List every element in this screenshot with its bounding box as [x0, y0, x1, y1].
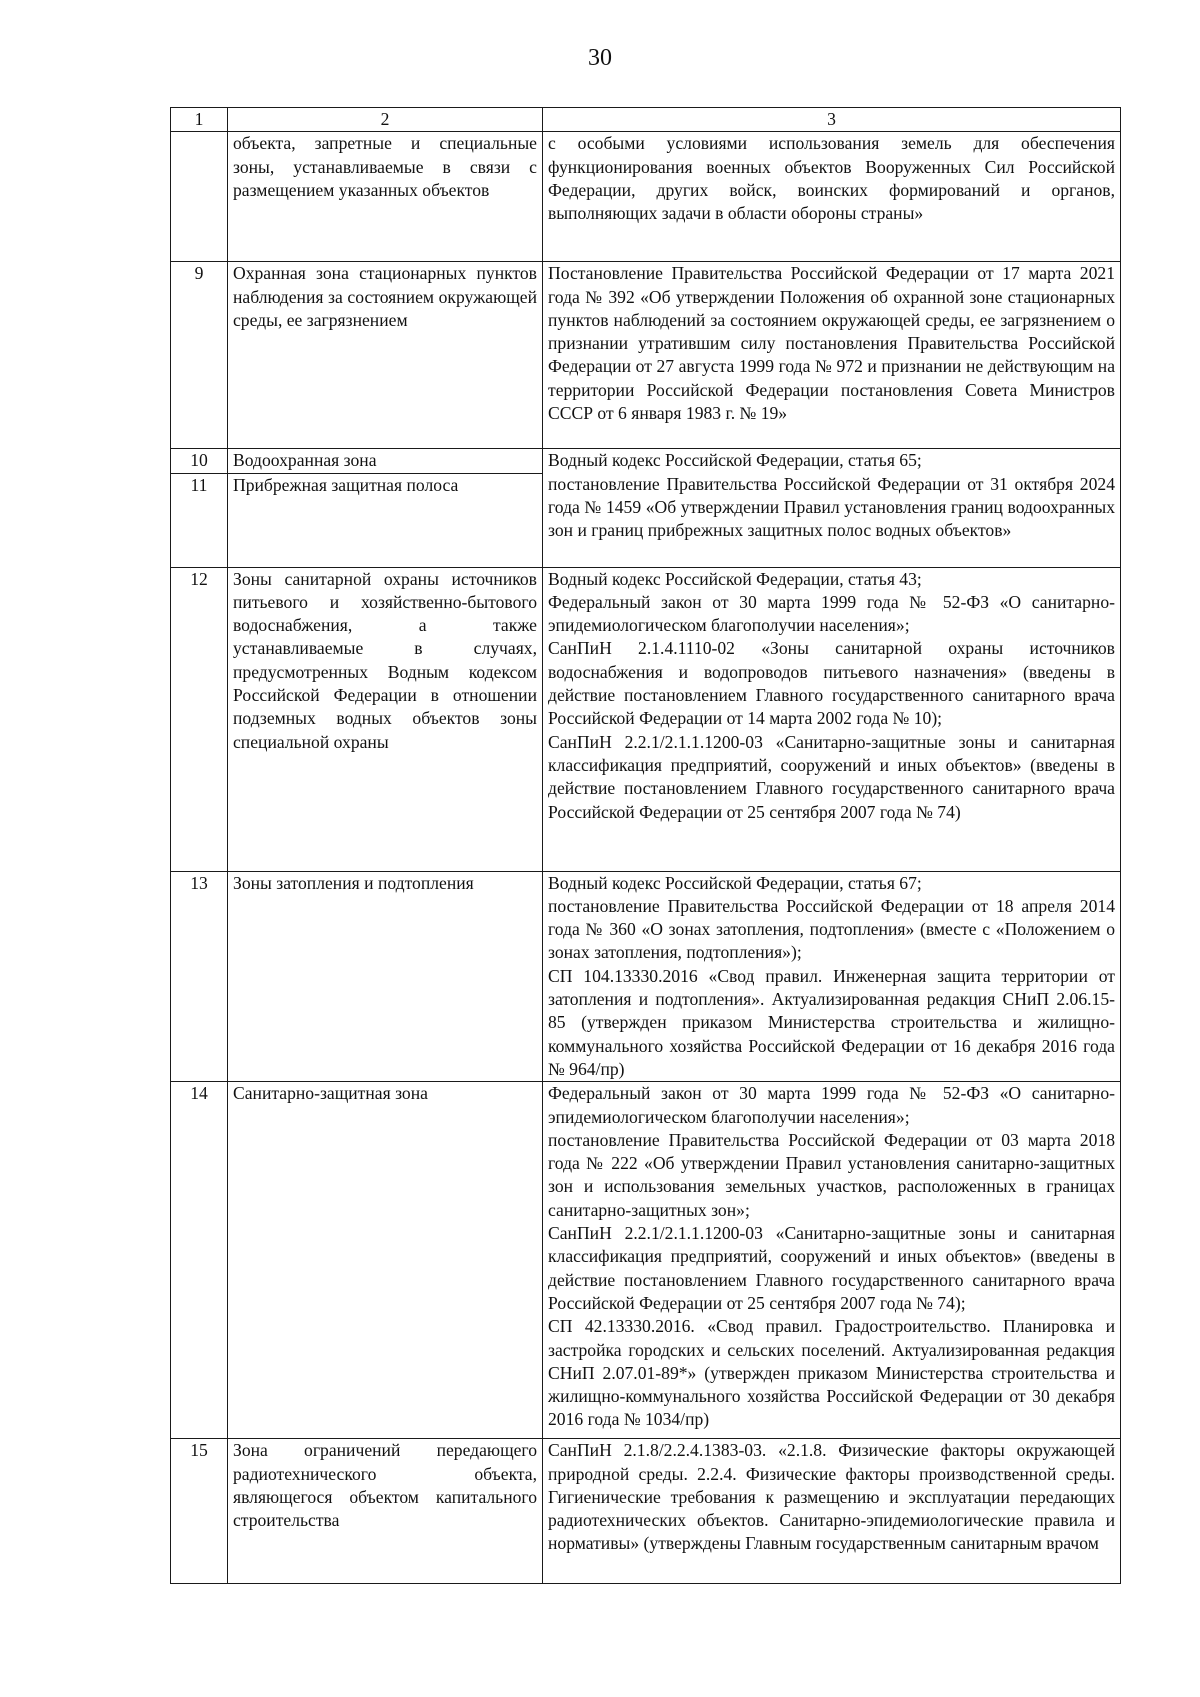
- document-reference: СанПиН 2.1.8/2.2.4.1383-03. «2.1.8. Физические факторы окружающей природной среды. 2.2.4. Физические факторы производственной среды. Гигиенические требования к размещению и эксплуатации передающих радиотехнических объектов. Санитарно-эпидемиологические правила и нормативы» (утверждены Главным государственным санитарным врачом: [548, 1440, 1115, 1554]
- row-number: 13: [171, 871, 228, 1082]
- zone-name: Санитарно-защитная зона: [228, 1082, 543, 1439]
- zone-name: Прибрежная защитная полоса: [228, 473, 543, 567]
- row-number: 9: [171, 262, 228, 449]
- document-reference: с особыми условиями использования земель для обеспечения функционирования военных объектов Вооруженных Сил Российской Федерации, других войск, воинских формирований и органов, выполняющих задачи в области обороны страны»: [548, 133, 1115, 224]
- zone-documents: [543, 132, 1121, 262]
- document-reference: постановление Правительства Российской Федерации от 03 марта 2018 года № 222 «Об утверждении Правил установления санитарно-защитных зон и использования земельных участков, расположенных в границах санитарно-защитных зон»;: [548, 1129, 1115, 1220]
- document-reference: СП 104.13330.2016 «Свод правил. Инженерная защита территории от затопления и подтопления». Актуализированная редакция СНиП 2.06.15-85 (утвержден приказом Министерства строительства и жилищно-коммунального хозяйства Российской Федерации от 16 декабря 2016 года № 964/пр): [548, 965, 1115, 1079]
- table-row: [171, 1082, 1121, 1439]
- zone-name: Зоны затопления и подтопления: [228, 871, 543, 1082]
- row-number: 11: [171, 473, 228, 567]
- zone-documents: [543, 1439, 1121, 1584]
- zone-name: Охранная зона стационарных пунктов наблюдения за состоянием окружающей среды, ее загрязнением: [228, 262, 543, 449]
- page-number: 30: [588, 45, 612, 71]
- table-row: [171, 262, 1121, 449]
- document-reference: Федеральный закон от 30 марта 1999 года № 52-ФЗ «О санитарно-эпидемиологическом благополучии населения»;: [548, 1083, 1115, 1127]
- document-reference: Водный кодекс Российской Федерации, статья 67;: [548, 872, 922, 893]
- zone-name: Зоны санитарной охраны источников питьевого и хозяйственно-бытового водоснабжения, а также устанавливаемые в случаях, предусмотренных Водным кодексом Российской Федерации в отношении подземных водных объектов зоны специальной охраны: [228, 567, 543, 871]
- column-header-documents: 3: [543, 108, 1121, 132]
- zone-documents: [543, 262, 1121, 449]
- document-reference: постановление Правительства Российской Федерации от 18 апреля 2014 года № 360 «О зонах затопления, подтопления» (вместе с «Положением о зонах затопления, подтопления»);: [548, 895, 1115, 963]
- document-reference: СП 42.13330.2016. «Свод правил. Градостроительство. Планировка и застройка городских и сельских поселений. Актуализированная редакция СНиП 2.07.01-89*» (утвержден приказом Министерства строительства и жилищно-коммунального хозяйства Российской Федерации от 30 декабря 2016 года № 1034/пр): [548, 1316, 1115, 1430]
- zones-table: [170, 107, 1121, 1584]
- document-reference: СанПиН 2.2.1/2.1.1.1200-03 «Санитарно-защитные зоны и санитарная классификация предприятий, сооружений и иных объектов» (введены в действие постановлением Главного государственного санитарного врача Российской Федерации от 25 сентября 2007 года № 74);: [548, 1223, 1115, 1313]
- document-reference: Водный кодекс Российской Федерации, статья 43;: [548, 568, 922, 589]
- document-reference: Постановление Правительства Российской Федерации от 17 марта 2021 года № 392 «Об утверждении Положения об охранной зоне стационарных пунктов наблюдений за состоянием окружающей среды, ее загрязнением о признании утратившим силу постановления Правительства Российской Федерации от 27 августа 1999 года № 972 и признании не действующим на территории Российской Федерации постановления Совета Министров СССР от 6 января 1983 г. № 19»: [548, 263, 1115, 424]
- zone-name: объекта, запретные и специальные зоны, устанавливаемые в связи с размещением указанных объектов: [228, 132, 543, 262]
- document-reference: СанПиН 2.2.1/2.1.1.1200-03 «Санитарно-защитные зоны и санитарная классификация предприятий, сооружений и иных объектов» (введены в действие постановлением Главного государственного санитарного врача Российской Федерации от 25 сентября 2007 года № 74): [548, 731, 1115, 822]
- table-row: [171, 132, 1121, 262]
- row-number: 10: [171, 449, 228, 473]
- zone-documents: [543, 567, 1121, 871]
- table-row: [171, 871, 1121, 1082]
- zone-documents: [543, 449, 1121, 567]
- document-reference: СанПиН 2.1.4.1110-02 «Зоны санитарной охраны источников водоснабжения и водопроводов питьевого назначения» (введены в действие постановлением Главного государственного санитарного врача Российской Федерации от 14 марта 2002 года № 10);: [548, 638, 1115, 729]
- document-reference: Водный кодекс Российской Федерации, статья 65;: [548, 450, 922, 471]
- table-row: [171, 567, 1121, 871]
- document-reference: Федеральный закон от 30 марта 1999 года № 52-ФЗ «О санитарно-эпидемиологическом благополучии населения»;: [548, 591, 1115, 636]
- zone-documents: [543, 1082, 1121, 1439]
- zone-documents: [543, 871, 1121, 1082]
- table-row: [171, 1439, 1121, 1584]
- table-row: [171, 449, 1121, 473]
- row-number: 14: [171, 1082, 228, 1439]
- row-number: 15: [171, 1439, 228, 1584]
- zone-name: Водоохранная зона: [228, 449, 543, 473]
- document-reference: постановление Правительства Российской Федерации от 31 октября 2024 года № 1459 «Об утверждении Правил установления границ водоохранных зон и границ прибрежных защитных полос водных объектов»: [548, 473, 1115, 541]
- row-number: [171, 132, 228, 262]
- zone-name: Зона ограничений передающего радиотехнического объекта, являющегося объектом капитального строительства: [228, 1439, 543, 1584]
- column-header-zone: 2: [228, 108, 543, 132]
- table-header-row: [171, 108, 1121, 132]
- column-header-number: 1: [171, 108, 228, 132]
- row-number: 12: [171, 567, 228, 871]
